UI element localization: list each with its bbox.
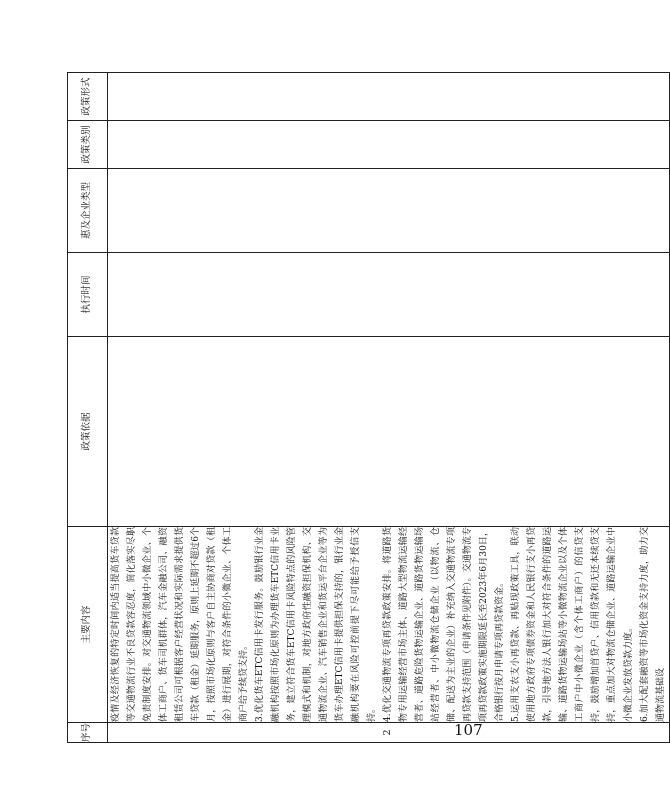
page-number: 107 bbox=[454, 721, 483, 739]
policy-table bbox=[67, 72, 670, 743]
header-period: 执行时间 bbox=[68, 253, 108, 337]
content-paragraph: 6.加大配套融资等市场化资金支持力度，助力交通物流基础设 bbox=[639, 527, 666, 722]
cell-category bbox=[108, 121, 670, 169]
header-seq: 序号 bbox=[68, 723, 108, 743]
header-form: 政策形式 bbox=[68, 73, 108, 121]
policy-table-rotated bbox=[67, 73, 666, 743]
content-paragraph: 3.优化货车ETC信用卡发行服务。鼓励银行业金融机构按照市场化原则为办理货车ETC信用卡业务，建立符合货车ETC信用卡风险特点的风险管理模式和机制，对地方政府性融资担保机构、交通物流企业、汽车销售企业和货运平台企业等为货车办理ETC信用卡提供担保支持的，银行业金融机构要在风险可控前提下尽可能给予授信支持。 bbox=[255, 527, 378, 722]
table-row bbox=[108, 73, 670, 743]
content-paragraph: 4.优化交通物流专项再贷款政策安排。将道路货物专用运输经营市场主体、道路大型物流运输经营者、道路危险货物运输企业、道路货物运输场站经营者、中小微物流仓储企业（以物流、仓储、配送为主业的企业）补充纳入交通物流专项再贷款支持范围（申请条件见附件）。交通物流专项再贷款政策实施期限延长至2023年6月30日，合格银行按月申请专项再贷款资金。 bbox=[383, 527, 506, 722]
content-paragraph: 5.运用支农支小再贷款、再贴现政策工具，联动使用地方政府专项债券资金和人民银行支小再贷款，引导地方法人银行加大对符合条件的道路运输、道路货物运输场站等小微物流企业以及个体工商户中小微企业（含个体工商户）的信贷支持，鼓励增加首贷户、信用贷款和无还本续贷支持，重点加大对物流仓储企业、道路运输企业中小微企业发放贷款力度。 bbox=[511, 527, 634, 722]
cell-beneficiary bbox=[108, 169, 670, 253]
header-content: 主要内容 bbox=[68, 527, 108, 723]
content-paragraph: 疫情及经济恢复的特定时间内适当提高货车贷款等交通物流行业不良贷款容忍度，简化落实尽职免责制度安排。对交通物流领域中小微企业、个体工商户、货车司机群体，汽车金融公司、融资租赁公司可根据客户经营状况和实际需求提供货车贷款（租金）延期服务，原则上延期不超过6个月，按照市场化原则与客户自主协商对贷款（租金）进行展期，对符合条件的小微企业、个体工商户给予续贷支持。 bbox=[111, 527, 250, 722]
header-category: 政策类别 bbox=[68, 121, 108, 169]
cell-form bbox=[108, 73, 670, 121]
table-header-row bbox=[68, 73, 108, 743]
cell-seq: 2 bbox=[108, 723, 670, 743]
cell-basis bbox=[108, 337, 670, 527]
header-beneficiary: 惠及企业类型 bbox=[68, 169, 108, 253]
cell-content bbox=[108, 527, 670, 723]
cell-period bbox=[108, 253, 670, 337]
header-basis: 政策依据 bbox=[68, 337, 108, 527]
